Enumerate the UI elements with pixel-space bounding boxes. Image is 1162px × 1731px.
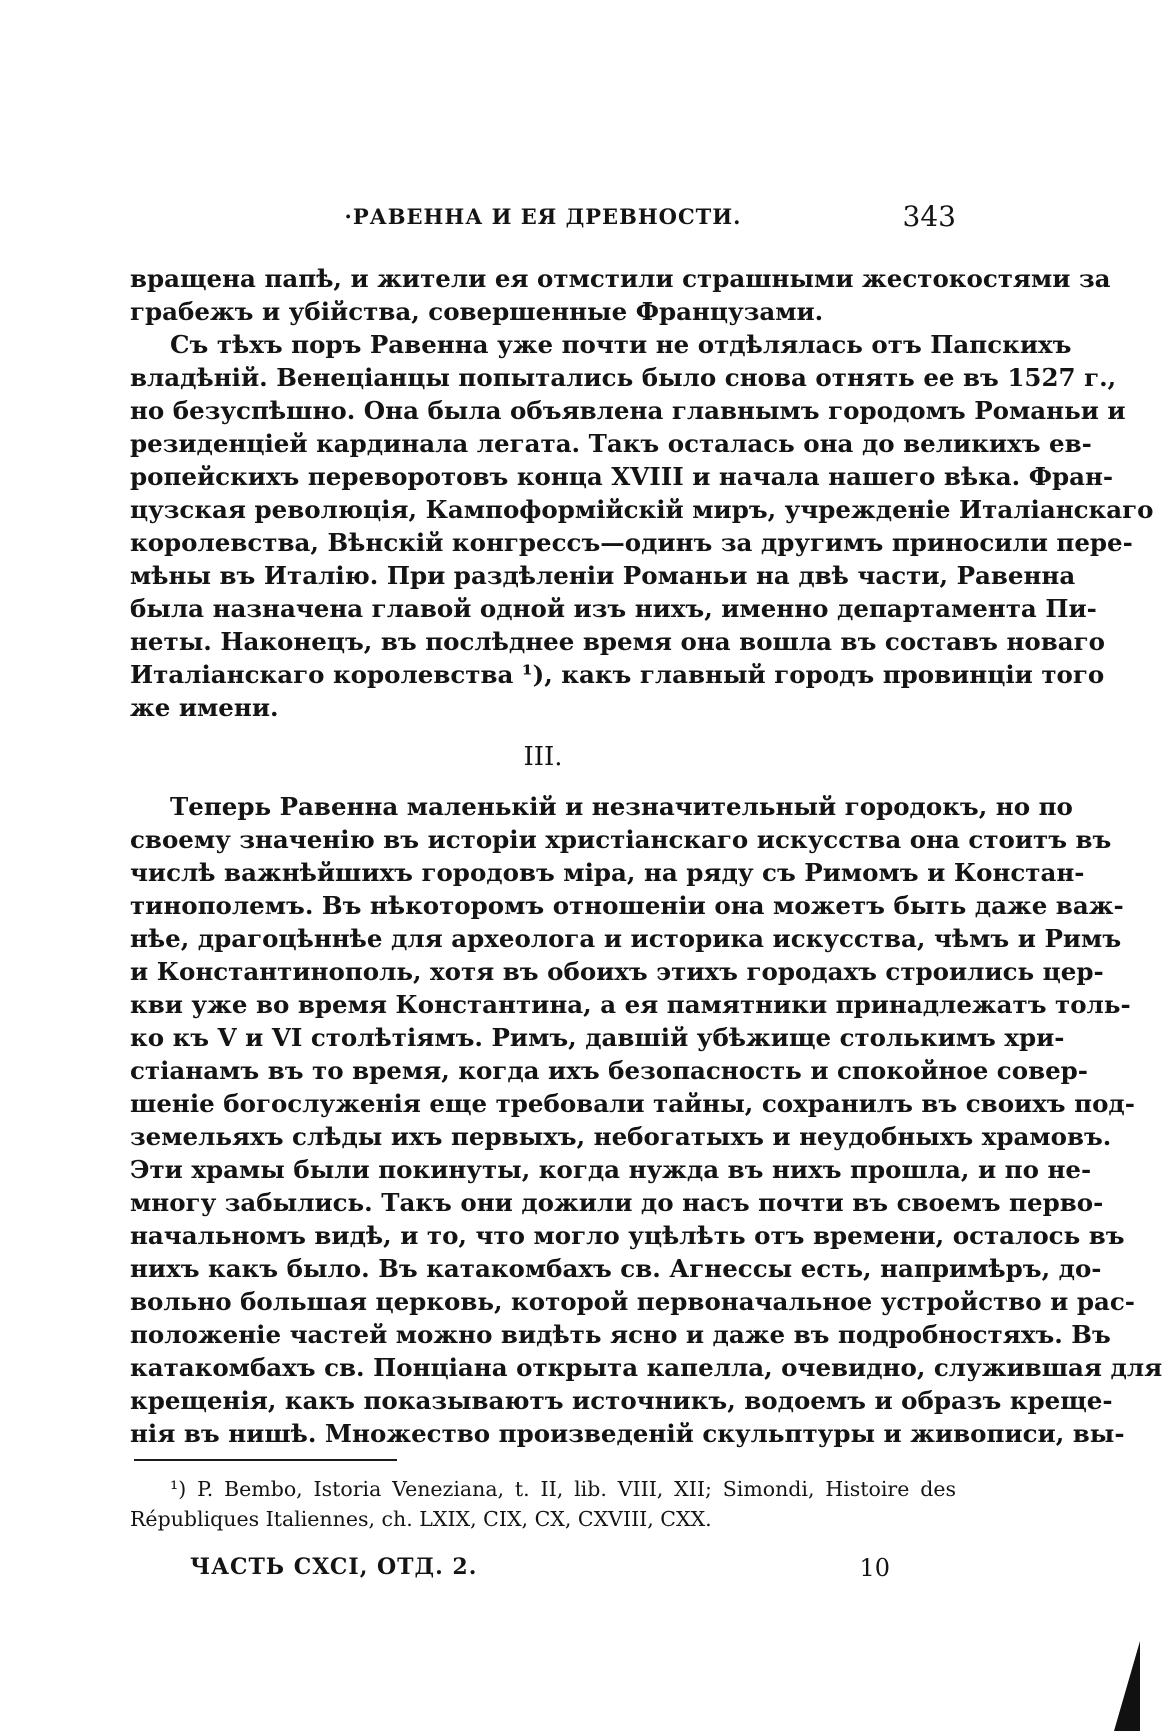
text-line: мѣны въ Италію. При раздѣленіи Романьи на двѣ части, Равенна bbox=[130, 561, 1076, 590]
text-line: числѣ важнѣйшихъ городовъ міра, на ряду съ Римомъ и Констан- bbox=[130, 858, 1085, 887]
text-line: Эти храмы были покинуты, когда нужда въ нихъ прошла, и по не- bbox=[130, 1155, 1092, 1184]
text-line: и Константинополь, хотя въ обоихъ этихъ городахъ строились цер- bbox=[130, 957, 1104, 986]
text-line: ко къ V и VI столѣтіямъ. Римъ, давшій убѣжище столькимъ хри- bbox=[130, 1023, 1065, 1052]
text-line: Италіанскаго королевства ¹), какъ главный городъ провинціи того bbox=[130, 660, 1105, 689]
text-line: грабежъ и убійства, совершенные Французами. bbox=[130, 297, 824, 326]
text-line: катакомбахъ св. Понціана открыта капелла, очевидно, служившая для bbox=[130, 1353, 1162, 1382]
text-line: тинополемъ. Въ нѣкоторомъ отношеніи она можетъ быть даже важ- bbox=[130, 891, 1124, 920]
signature-part: ЧАСТЬ CXCI, ОТД. 2. bbox=[190, 1554, 478, 1580]
text-line: королевства, Вѣнскій конгрессъ—одинъ за другимъ приносили пере- bbox=[130, 528, 1133, 557]
text-line: нія въ нишѣ. Множество произведеній скульптуры и живописи, вы- bbox=[130, 1419, 1125, 1448]
footnote-divider bbox=[134, 1459, 397, 1461]
text-line: начальномъ видѣ, и то, что могло уцѣлѣть отъ времени, осталось въ bbox=[130, 1221, 1125, 1250]
footnote-line: ¹) P. Bembo, Istoria Veneziana, t. II, lib. VIII, XII; Simondi, Histoire des bbox=[170, 1477, 956, 1501]
text-line: крещенія, какъ показываютъ источникъ, водоемъ и образъ креще- bbox=[130, 1386, 1113, 1415]
text-line: Съ тѣхъ поръ Равенна уже почти не отдѣлялась отъ Папскихъ bbox=[170, 330, 1072, 359]
text-line: неты. Наконецъ, въ послѣднее время она вошла въ составъ новаго bbox=[130, 627, 1106, 656]
text-line: вращена папѣ, и жители ея отмстили страшными жестокостями за bbox=[130, 264, 1111, 293]
text-line: многу забылись. Такъ они дожили до насъ почти въ своемъ перво- bbox=[130, 1188, 1104, 1217]
page-corner-mark bbox=[1114, 1641, 1140, 1731]
text-line: положеніе частей можно видѣть ясно и даже въ подробностяхъ. Въ bbox=[130, 1320, 1111, 1349]
text-line: цузская революція, Кампоформійскій миръ, учрежденіе Италіанскаго bbox=[130, 495, 1154, 524]
text-line: же имени. bbox=[130, 693, 279, 722]
text-line: шеніе богослуженія еще требовали тайны, сохранилъ въ своихъ под- bbox=[130, 1089, 1135, 1118]
text-line: была назначена главой одной изъ нихъ, именно департамента Пи- bbox=[130, 594, 1097, 623]
text-line: резиденціей кардинала легата. Такъ осталась она до великихъ ев- bbox=[130, 429, 1092, 458]
text-line: нихъ какъ было. Въ катакомбахъ св. Агнессы есть, напримѣръ, до- bbox=[130, 1254, 1102, 1283]
text-line: ропейскихъ переворотовъ конца XVIII и начала нашего вѣка. Фран- bbox=[130, 462, 1114, 491]
text-line: земельяхъ слѣды ихъ первыхъ, небогатыхъ и неудобныхъ храмовъ. bbox=[130, 1122, 1112, 1151]
text-line: вольно большая церковь, которой первоначальное устройство и рас- bbox=[130, 1287, 1135, 1316]
text-line: стіанамъ въ то время, когда ихъ безопасность и спокойное совер- bbox=[130, 1056, 1088, 1085]
body-text bbox=[130, 262, 1162, 1450]
running-head bbox=[130, 200, 956, 240]
text-line: Теперь Равенна маленькій и незначительный городокъ, но по bbox=[170, 792, 1073, 821]
text-line: нѣе, драгоцѣннѣе для археолога и историка искусства, чѣмъ и Римъ bbox=[130, 924, 1122, 953]
text-line: своему значенію въ исторіи христіанскаго искусства она стоитъ въ bbox=[130, 825, 1112, 854]
printer-signature bbox=[190, 1554, 890, 1588]
running-title: ·РАВЕННА И ЕЯ ДРЕВНОСТИ. bbox=[344, 204, 742, 229]
signature-number: 10 bbox=[859, 1554, 890, 1582]
footnotes bbox=[130, 1474, 956, 1534]
section-heading: III. bbox=[523, 742, 563, 772]
text-line: кви уже во время Константина, а ея памятники принадлежатъ толь- bbox=[130, 990, 1131, 1019]
page-number: 343 bbox=[902, 200, 956, 233]
footnote-line: Républiques Italiennes, ch. LXIX, CIX, CX, CXVIII, CXX. bbox=[130, 1507, 712, 1531]
text-line: владѣній. Венеціанцы попытались было снова отнять ее въ 1527 г., bbox=[130, 363, 1117, 392]
text-line: но безуспѣшно. Она была объявлена главнымъ городомъ Романьи и bbox=[130, 396, 1126, 425]
